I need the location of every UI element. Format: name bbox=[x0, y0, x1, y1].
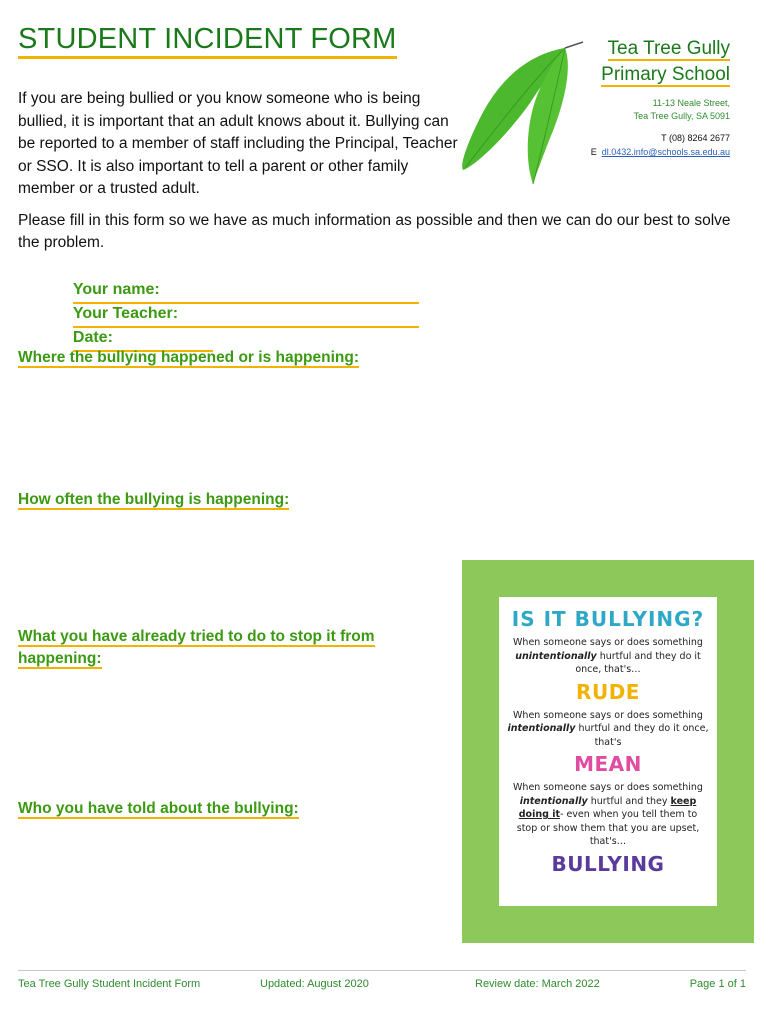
address-line2: Tea Tree Gully, SA 5091 bbox=[633, 111, 730, 121]
footer-updated: Updated: August 2020 bbox=[260, 978, 369, 990]
footer-page: Page 1 of 1 bbox=[689, 978, 746, 990]
school-logo-leaf-icon bbox=[445, 38, 585, 188]
email-link[interactable]: dl.0432.info@schools.sa.edu.au bbox=[601, 147, 730, 157]
school-name-line2: Primary School bbox=[601, 64, 730, 85]
question-told: Who you have told about the bullying: bbox=[18, 800, 299, 817]
question-how-often: How often the bullying is happening: bbox=[18, 491, 290, 508]
footer-form-name: Tea Tree Gully Student Incident Form bbox=[18, 978, 201, 990]
name-label: Your name: bbox=[72, 281, 160, 298]
intro-paragraph: If you are being bullied or you know someone who is being bullied, it is important that an adult knows about it. Bullying can be reported to a member of staff including the Principal, Teacher or SSO. It is also important to tell a parent or other family member or a trusted adult. bbox=[18, 90, 458, 197]
address-line1: 11-13 Neale Street, bbox=[652, 98, 730, 108]
question-tried-line1: What you have already tried to do to stop it from bbox=[18, 628, 375, 645]
email-row bbox=[591, 147, 730, 157]
bullying-poster bbox=[462, 560, 754, 943]
phone: T (08) 8264 2677 bbox=[661, 133, 730, 143]
footer-divider bbox=[18, 970, 746, 971]
poster-mean-text: When someone says or does something intentionally hurtful and they do it once, that's bbox=[507, 709, 709, 748]
school-name-line1: Tea Tree Gully bbox=[607, 38, 730, 59]
email-label: E bbox=[590, 147, 597, 157]
poster-rude-text: When someone says or does something unintentionally hurtful and they do it once, that's… bbox=[513, 637, 703, 675]
footer-review: Review date: March 2022 bbox=[475, 978, 600, 990]
date-label: Date: bbox=[72, 329, 113, 346]
poster-heading: IS IT BULLYING? bbox=[511, 607, 705, 631]
page-title: STUDENT INCIDENT FORM bbox=[18, 22, 397, 59]
question-where: Where the bullying happened or is happening: bbox=[18, 349, 360, 366]
question-tried bbox=[18, 626, 375, 670]
school-name bbox=[601, 36, 730, 88]
poster-word-mean: MEAN bbox=[574, 752, 642, 776]
poster-word-bullying: BULLYING bbox=[551, 851, 665, 876]
date-field[interactable] bbox=[64, 302, 213, 352]
poster-word-rude: RUDE bbox=[576, 679, 640, 704]
question-tried-line2: happening: bbox=[18, 650, 102, 667]
poster-card bbox=[499, 597, 717, 906]
instructions-paragraph: Please fill in this form so we have as much information as possible and then we can do our best to solve the problem. bbox=[18, 212, 731, 251]
teacher-label: Your Teacher: bbox=[72, 305, 179, 322]
poster-bullying-text: When someone says or does something intentionally hurtful and they keep doing it- even when you tell them to stop or show them that you are upset, that's… bbox=[513, 782, 703, 847]
